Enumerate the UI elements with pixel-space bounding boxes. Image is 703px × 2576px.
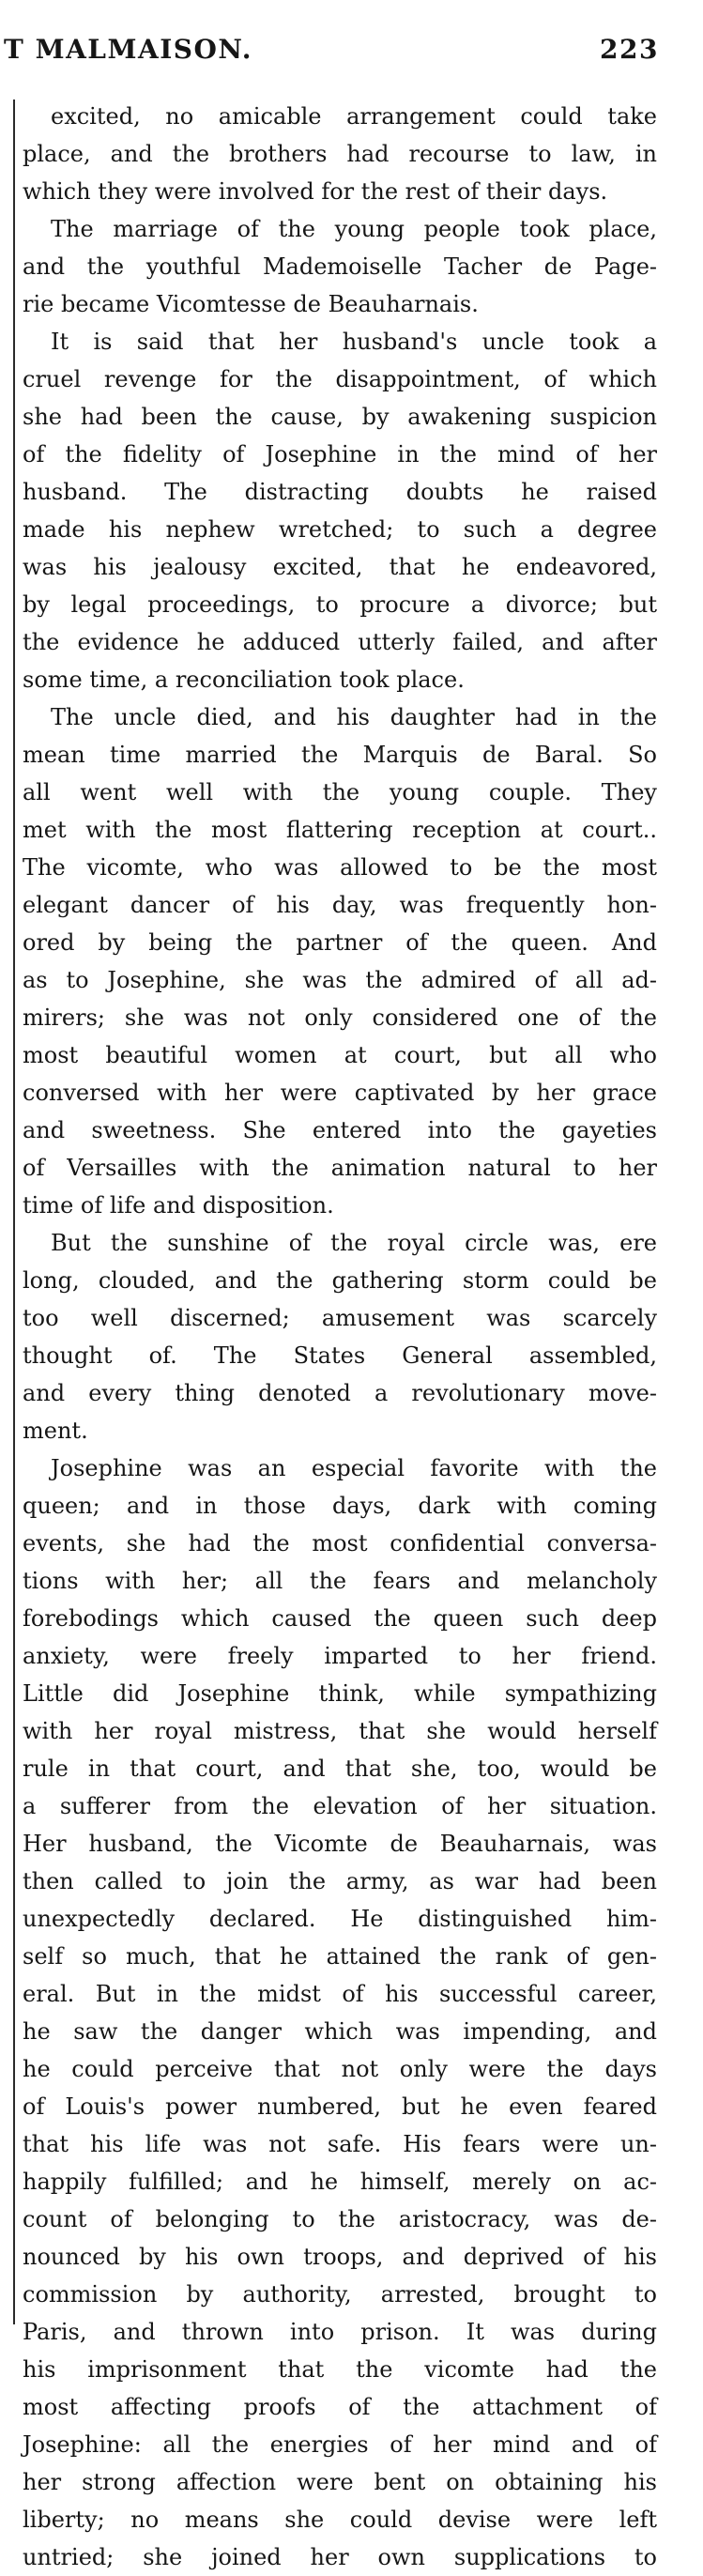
text-line: rie became Vicomtesse de Beauharnais. [23,291,479,317]
text-line: count of belonging to the aristocracy, was de- [23,2206,657,2232]
text-line: with her royal mistress, that she would herself [23,1718,657,1744]
text-line: liberty; no means she could devise were left [23,2507,657,2533]
text-line: by legal proceedings, to procure a divorce; but [23,591,657,618]
text-line: made his nephew wretched; to such a degree [23,516,657,543]
text-line: which they were involved for the rest of their days. [23,178,608,205]
text-line: long, clouded, and the gathering storm could be [23,1267,657,1294]
column-rule [13,100,15,2324]
text-line: But the sunshine of the royal circle was, ere [51,1230,657,1256]
text-line: Josephine was an especial favorite with the [51,1455,657,1481]
body-text [23,98,657,2576]
text-line: It is said that her husband's uncle took a [51,329,657,355]
text-line: his imprisonment that the vicomte had the [23,2356,657,2383]
text-line: the evidence he adduced utterly failed, and after [23,629,657,655]
text-line: of Versailles with the animation natural to her [23,1155,657,1181]
text-line: The uncle died, and his daughter had in the [51,704,657,730]
text-line: Her husband, the Vicomte de Beauharnais, was [23,1831,657,1857]
text-line: most affecting proofs of the attachment of [23,2394,657,2420]
text-line: untried; she joined her own supplications to [23,2544,657,2570]
text-line: elegant dancer of his day, was frequently hon- [23,892,657,918]
text-line: events, she had the most confidential conversa- [23,1530,657,1556]
text-line: then called to join the army, as war had been [23,1868,657,1894]
text-line: her strong affection were bent on obtaining his [23,2469,657,2495]
paragraph [23,1449,657,2576]
paragraph [23,98,657,210]
text-line: and every thing denoted a revolutionary move- [23,1380,657,1406]
text-line: Little did Josephine think, while sympathizing [23,1680,657,1707]
running-head [4,34,659,71]
text-line: unexpectedly declared. He distinguished him- [23,1906,657,1932]
text-line: she had been the cause, by awakening suspicion [23,404,657,430]
text-line: ment. [23,1418,88,1444]
text-line: place, and the brothers had recourse to law, in [23,141,657,167]
text-line: eral. But in the midst of his successful career, [23,1981,657,2007]
text-line: most beautiful women at court, but all who [23,1042,657,1068]
text-line: he could perceive that not only were the days [23,2056,657,2082]
paragraph [23,210,657,323]
paragraph [23,1224,657,1449]
text-line: and the youthful Mademoiselle Tacher de Page- [23,253,657,280]
text-line: that his life was not safe. His fears were un- [23,2131,657,2157]
text-line: all went well with the young couple. They [23,779,657,805]
text-line: nounced by his own troops, and deprived of his [23,2244,657,2270]
text-line: queen; and in those days, dark with coming [23,1493,657,1519]
text-line: some time, a reconciliation took place. [23,667,465,693]
paragraph [23,698,657,1224]
text-line: mirers; she was not only considered one of the [23,1004,657,1031]
text-line: tions with her; all the fears and melancholy [23,1568,657,1594]
text-line: he saw the danger which was impending, and [23,2018,657,2045]
text-line: conversed with her were captivated by her grace [23,1080,657,1106]
text-line: The marriage of the young people took place, [51,216,657,242]
text-line: forebodings which caused the queen such deep [23,1605,657,1632]
text-line: was his jealousy excited, that he endeavored, [23,554,657,580]
text-line: too well discerned; amusement was scarcely [23,1305,657,1331]
text-line: husband. The distracting doubts he raised [23,479,657,505]
text-line: self so much, that he attained the rank of gen- [23,1943,657,1970]
text-line: rule in that court, and that she, too, would be [23,1756,657,1782]
page-number: 223 [600,34,659,65]
text-line: and sweetness. She entered into the gayeties [23,1117,657,1143]
text-line: of the fidelity of Josephine in the mind of her [23,441,657,468]
text-line: of Louis's power numbered, but he even feared [23,2093,657,2120]
text-line: time of life and disposition. [23,1192,334,1219]
text-line: The vicomte, who was allowed to be the most [23,854,657,881]
chapter-title: T MALMAISON. [4,34,252,65]
text-line: as to Josephine, she was the admired of all ad- [23,967,657,993]
text-line: Josephine: all the energies of her mind and of [23,2431,657,2458]
text-line: met with the most flattering reception at court.. [23,817,657,843]
text-line: happily fulfilled; and he himself, merely on ac- [23,2169,657,2195]
text-line: excited, no amicable arrangement could take [51,103,657,130]
text-line: Paris, and thrown into prison. It was during [23,2319,657,2345]
text-line: a sufferer from the elevation of her situation. [23,1793,657,1819]
text-line: ored by being the partner of the queen. And [23,929,657,956]
text-line: commission by authority, arrested, brought to [23,2281,657,2308]
text-line: anxiety, were freely imparted to her friend. [23,1643,657,1669]
text-line: mean time married the Marquis de Baral. So [23,742,657,768]
text-line: cruel revenge for the disappointment, of which [23,366,657,392]
paragraph [23,323,657,698]
text-line: thought of. The States General assembled, [23,1342,657,1369]
